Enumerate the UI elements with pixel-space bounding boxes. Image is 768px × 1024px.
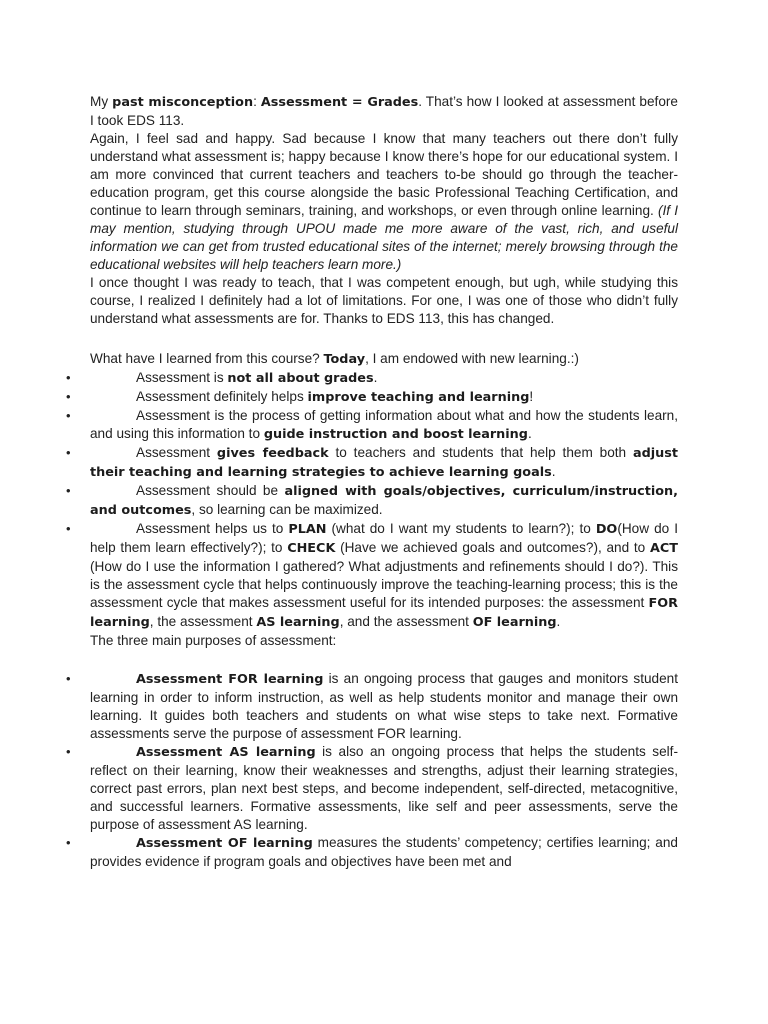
text-run: What have I learned from this course? xyxy=(90,351,324,366)
purposes-list xyxy=(90,670,678,871)
text-run: (Have we achieved goals and outcomes?), and to xyxy=(335,540,650,555)
text-run: , the assessment xyxy=(149,614,257,629)
text-run: (How do I help them learn effectively?); to xyxy=(90,521,678,555)
text-run: . xyxy=(551,464,556,479)
text-run: . xyxy=(527,426,532,441)
learnings-list xyxy=(90,369,678,650)
bold-text: adjust their teaching and learning strategies to achieve learning goals xyxy=(90,446,678,480)
text-run: , I am endowed with new learning.:) xyxy=(365,351,579,366)
text-run: , and the assessment xyxy=(339,614,473,629)
list-item xyxy=(90,743,678,834)
text-run: Assessment is the process of getting information about what and how the students learn, and using this information to xyxy=(90,408,678,441)
text-run: Assessment helps us to xyxy=(136,521,289,536)
bold-text: not all about grades xyxy=(227,371,374,386)
spacer xyxy=(90,650,678,670)
bold-text: Assessment AS learning xyxy=(136,745,316,760)
text-run: Assessment should be xyxy=(136,483,285,498)
text-run: is also an ongoing process that helps the students self-reflect on their learning, know their weaknesses and strengths, adjust their learning strategies, correct past errors, plan next best steps, and become independent, self-directed, metacognitive, and successful learners. Formative assessments, like self and peer assessments, serve the purpose of assessment AS learning. xyxy=(90,744,678,832)
bold-text: gives feedback xyxy=(216,446,329,461)
bold-text: past misconception xyxy=(112,95,254,110)
text-run: measures the students’ competency; certifies learning; and provides evidence if program goals and objectives have been met and xyxy=(90,835,678,869)
purposes-heading: The three main purposes of assessment: xyxy=(90,633,337,648)
text-run: Assessment is xyxy=(136,370,228,385)
text-run: (what do I want my students to learn?); to xyxy=(326,521,596,536)
document-body xyxy=(90,93,678,871)
bold-text: guide instruction and boost learning xyxy=(263,427,528,442)
bold-text: DO xyxy=(595,522,618,537)
text-run: . xyxy=(556,614,561,629)
text-run: Again, I feel sad and happy. Sad because I know that many teachers out there don’t fully understand what assessment is; happy because I know there’s hope for our educational system. I am more convinced that current teachers and teachers to-be should go through the teacher-education program, get this course alongside the basic Professional Teaching Certification, and continue to learn through seminars, training, and workshops, or even through online learning. xyxy=(90,131,678,218)
text-run: Assessment definitely helps xyxy=(136,389,308,404)
list-item xyxy=(90,670,678,743)
list-item xyxy=(90,388,678,407)
list-item xyxy=(90,369,678,388)
limitations-paragraph: I once thought I was ready to teach, that I was competent enough, but ugh, while studying this course, I realized I definitely had a lot of limitations. For one, I was one of those who didn’t fully understand what assessments are for. Thanks to EDS 113, this has changed. xyxy=(90,275,678,326)
bold-text: ACT xyxy=(649,541,678,556)
text-run: . That’s how I looked at assessment before I took EDS 113. xyxy=(90,94,678,128)
misconception-paragraph xyxy=(90,93,678,130)
list-item xyxy=(90,407,678,444)
text-run: to teachers and students that help them both xyxy=(328,445,633,460)
text-run: ! xyxy=(529,389,534,404)
list-item xyxy=(90,482,678,520)
spacer xyxy=(90,328,678,350)
learned-paragraph xyxy=(90,350,678,369)
bold-text: FOR learning xyxy=(90,596,678,630)
text-run: Assessment xyxy=(136,445,217,460)
bold-text: aligned with goals/objectives, curriculum/instruction, and outcomes xyxy=(90,484,678,518)
bold-text: OF learning xyxy=(472,615,557,630)
bold-text: PLAN xyxy=(288,522,327,537)
text-run: My xyxy=(90,94,113,109)
bold-text: improve teaching and learning xyxy=(307,390,530,405)
text-run: is an ongoing process that gauges and monitors student learning in order to inform instruction, as well as help students monitor and manage their own learning. It guides both teachers and students on what wise steps to take next. Formative assessments serve the purpose of assessment FOR learning. xyxy=(90,671,678,741)
text-run: : xyxy=(253,94,261,109)
text-run: (How do I use the information I gathered? What adjustments and refinements should I do?). This is the assessment cycle that helps continuously improve the teaching-learning process; this is the assessment cycle that makes assessment useful for its intended purposes: the assessment xyxy=(90,559,678,610)
bold-text: Assessment OF learning xyxy=(136,836,313,851)
text-run: . xyxy=(373,370,378,385)
bold-text: Today xyxy=(323,352,366,367)
bold-text: CHECK xyxy=(287,541,336,556)
italic-note: (If I may mention, studying through UPOU made me more aware of the vast, rich, and useful information we can get from trusted educational sites of the internet; merely browsing through the educational websites will help teachers learn more.) xyxy=(90,203,678,272)
bold-text: Assessment = Grades xyxy=(260,95,419,110)
reflection-paragraph xyxy=(90,130,678,274)
list-item xyxy=(90,444,678,482)
list-item xyxy=(90,520,678,650)
bold-text: AS learning xyxy=(256,615,340,630)
bold-text: Assessment FOR learning xyxy=(136,672,324,687)
text-run: , so learning can be maximized. xyxy=(191,502,383,517)
list-item xyxy=(90,834,678,871)
